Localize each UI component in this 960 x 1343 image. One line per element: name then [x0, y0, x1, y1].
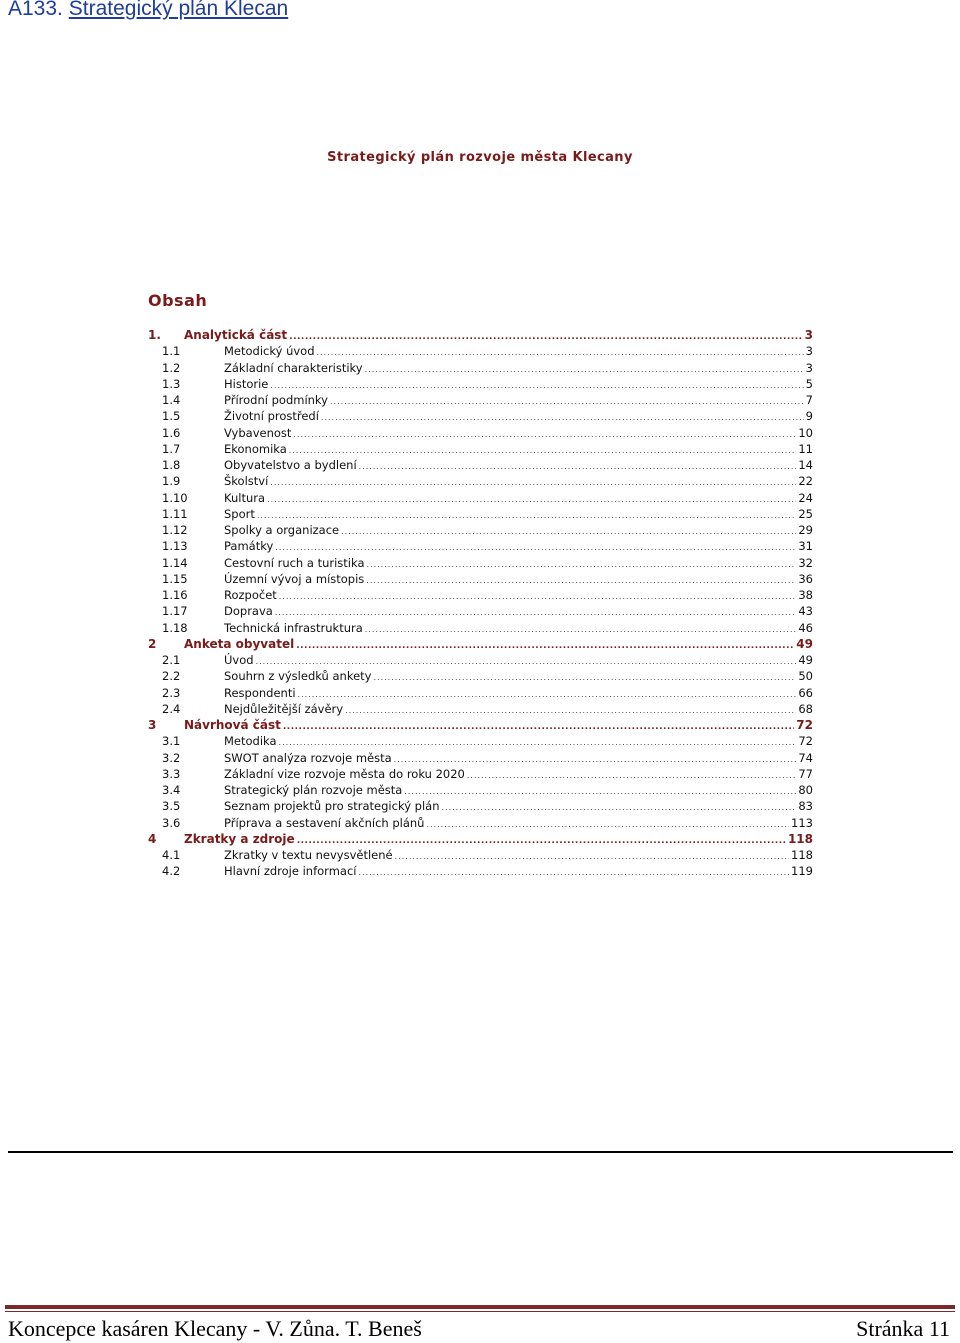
- toc-entry-label: Vybavenost: [224, 425, 292, 440]
- toc-entry-number: 3.2: [162, 750, 181, 765]
- toc-entry-page: 3: [804, 328, 813, 342]
- toc-section-row[interactable]: [148, 603, 813, 619]
- toc-leader-dots: [358, 865, 789, 881]
- toc-leader-dots: [426, 817, 789, 833]
- toc-entry-label: Památky: [224, 539, 274, 554]
- toc-entry-number: 1.10: [162, 490, 188, 505]
- toc-entry-number: 1.6: [162, 425, 181, 440]
- toc-entry-page: 22: [798, 474, 813, 489]
- toc-section-row[interactable]: [148, 798, 813, 814]
- toc-entry-number: 1.15: [162, 571, 188, 586]
- toc-entry-number: 1.13: [162, 539, 188, 554]
- toc-entry-label: Doprava: [224, 604, 273, 619]
- toc-leader-dots: [321, 410, 804, 426]
- toc-section-row[interactable]: [148, 847, 813, 863]
- document-title: Strategický plán rozvoje města Klecany: [327, 150, 633, 165]
- toc-leader-dots: [442, 800, 797, 816]
- toc-entry-number: 1.9: [162, 474, 181, 489]
- footer-rule: [8, 1151, 953, 1153]
- toc-entry-number: 1.11: [162, 506, 188, 521]
- toc-leader-dots: [270, 475, 796, 491]
- toc-leader-dots: [365, 622, 797, 638]
- toc-entry-page: 80: [798, 783, 813, 797]
- toc-entry-page: 31: [798, 539, 813, 554]
- toc-entry-page: 25: [798, 506, 813, 521]
- toc-section-row[interactable]: [148, 555, 813, 571]
- toc-section-row[interactable]: [148, 522, 813, 538]
- toc-entry-page: 66: [798, 685, 813, 700]
- header-title: Strategický plán Klecan: [68, 0, 289, 20]
- toc-section-row[interactable]: [148, 571, 813, 587]
- toc-entry-page: 9: [805, 409, 813, 424]
- toc-entry-page: 118: [791, 848, 813, 862]
- toc-leader-dots: [341, 524, 796, 540]
- toc-heading: Obsah: [148, 291, 208, 310]
- page-number: Stránka 11: [856, 1316, 950, 1341]
- toc-entry-label: Seznam projektů pro strategický plán: [224, 799, 440, 814]
- footer-band-thin: [5, 1311, 955, 1312]
- toc-entry-page: 36: [798, 571, 813, 586]
- toc-leader-dots: [289, 329, 802, 345]
- page-header: [8, 0, 288, 21]
- toc-section-row[interactable]: [148, 408, 813, 424]
- toc-entry-number: 2.4: [162, 701, 181, 716]
- toc-section-row[interactable]: [148, 750, 813, 766]
- toc-entry-label: Rozpočet: [224, 588, 277, 602]
- toc-leader-dots: [317, 345, 804, 361]
- toc-leader-dots: [270, 378, 803, 394]
- toc-section-row[interactable]: [148, 652, 813, 668]
- toc-leader-dots: [467, 768, 797, 784]
- toc-entry-page: 38: [798, 588, 813, 602]
- toc-entry-number: 2.2: [162, 669, 181, 684]
- toc-entry-label: Úvod: [224, 653, 254, 667]
- toc-leader-dots: [289, 443, 797, 459]
- toc-entry-page: 11: [798, 441, 813, 456]
- toc-section-row[interactable]: [148, 490, 813, 506]
- toc-entry-label: Kultura: [224, 490, 266, 505]
- toc-leader-dots: [395, 849, 789, 865]
- toc-entry-label: Metodika: [224, 734, 277, 749]
- toc-entry-label: Životní prostředí: [224, 409, 319, 424]
- header-code: A133.: [8, 0, 63, 20]
- toc-entry-page: 3: [805, 360, 813, 375]
- toc-entry-page: 24: [798, 490, 813, 505]
- toc-entry-number: 3.6: [162, 815, 181, 830]
- footer-text: Koncepce kasáren Klecany - V. Zůna. T. Beneš: [8, 1316, 422, 1341]
- toc-chapter-row[interactable]: [148, 717, 813, 733]
- toc-entry-label: Sport: [224, 506, 255, 521]
- toc-section-row[interactable]: [148, 425, 813, 441]
- toc-chapter-row[interactable]: [148, 327, 813, 343]
- toc-section-row[interactable]: [148, 457, 813, 473]
- toc-entry-page: 74: [798, 750, 813, 765]
- toc-entry-page: 7: [805, 393, 813, 407]
- toc-leader-dots: [283, 719, 794, 735]
- toc-section-row[interactable]: [148, 766, 813, 782]
- toc-entry-number: 1.8: [162, 458, 181, 472]
- toc-entry-page: 50: [798, 669, 813, 684]
- toc-entry-label: Anketa obyvatel: [184, 636, 295, 651]
- toc-entry-label: Nejdůležitější závěry: [224, 701, 344, 716]
- toc-section-row[interactable]: [148, 685, 813, 701]
- toc-section-row[interactable]: [148, 506, 813, 522]
- toc-section-row[interactable]: [148, 668, 813, 684]
- toc-entry-label: Ekonomika: [224, 441, 287, 456]
- toc-entry-number: 4.2: [162, 864, 181, 879]
- toc-entry-page: 72: [798, 734, 813, 749]
- toc-leader-dots: [367, 557, 797, 573]
- toc-entry-label: Návrhová část: [184, 718, 281, 732]
- toc-entry-page: 49: [798, 653, 813, 667]
- toc-entry-number: 3: [148, 718, 157, 732]
- toc-section-row[interactable]: [148, 473, 813, 489]
- toc-section-row[interactable]: [148, 441, 813, 457]
- toc-entry-label: Respondenti: [224, 685, 296, 700]
- toc-entry-page: 32: [798, 555, 813, 570]
- toc-section-row[interactable]: [148, 815, 813, 831]
- toc-entry-label: Příprava a sestavení akčních plánů: [224, 815, 425, 830]
- toc-entry-page: 119: [791, 864, 813, 879]
- table-of-contents: [148, 327, 813, 880]
- toc-entry-number: 1.7: [162, 441, 181, 456]
- toc-entry-page: 14: [798, 458, 813, 472]
- toc-entry-page: 68: [798, 701, 813, 716]
- toc-entry-page: 113: [791, 815, 813, 830]
- toc-entry-number: 1.5: [162, 409, 181, 424]
- toc-entry-page: 83: [798, 799, 813, 814]
- toc-section-row[interactable]: [148, 360, 813, 376]
- toc-entry-page: 49: [796, 636, 813, 651]
- toc-entry-number: 1.17: [162, 604, 188, 619]
- toc-section-row[interactable]: [148, 587, 813, 603]
- toc-entry-page: 46: [798, 620, 813, 635]
- toc-entry-number: 2: [148, 636, 157, 651]
- toc-entry-number: 4.1: [162, 848, 181, 862]
- toc-section-row[interactable]: [148, 782, 813, 798]
- toc-entry-page: 43: [798, 604, 813, 619]
- toc-entry-label: Obyvatelstvo a bydlení: [224, 458, 357, 472]
- toc-entry-label: Územní vývoj a místopis: [224, 571, 365, 586]
- toc-entry-label: Historie: [224, 376, 269, 391]
- toc-entry-label: Školství: [224, 474, 269, 489]
- toc-section-row[interactable]: [148, 343, 813, 359]
- toc-entry-page: 118: [787, 831, 813, 846]
- toc-section-row[interactable]: [148, 376, 813, 392]
- toc-entry-number: 3.5: [162, 799, 181, 814]
- toc-entry-number: 3.4: [162, 783, 181, 797]
- toc-entry-page: 3: [805, 344, 813, 359]
- toc-entry-page: 72: [796, 718, 813, 732]
- toc-entry-label: SWOT analýza rozvoje města: [224, 750, 392, 765]
- toc-leader-dots: [373, 670, 796, 686]
- toc-entry-number: 1.3: [162, 376, 181, 391]
- toc-section-row[interactable]: [148, 733, 813, 749]
- toc-section-row[interactable]: [148, 620, 813, 636]
- toc-leader-dots: [298, 687, 797, 703]
- toc-leader-dots: [279, 589, 797, 605]
- toc-entry-label: Zkratky v textu nevysvětlené: [224, 848, 393, 862]
- toc-entry-label: Analytická část: [184, 328, 288, 342]
- toc-leader-dots: [404, 784, 796, 800]
- toc-entry-number: 3.3: [162, 766, 181, 781]
- toc-section-row[interactable]: [148, 538, 813, 554]
- toc-entry-label: Hlavní zdroje informací: [224, 864, 357, 879]
- toc-entry-label: Spolky a organizace: [224, 523, 340, 537]
- toc-entry-label: Technická infrastruktura: [224, 620, 363, 635]
- toc-leader-dots: [267, 492, 796, 508]
- toc-entry-page: 10: [798, 425, 813, 440]
- toc-entry-label: Zkratky a zdroje: [184, 831, 295, 846]
- toc-entry-label: Cestovní ruch a turistika: [224, 555, 365, 570]
- toc-entry-number: 1.12: [162, 523, 188, 537]
- toc-entry-label: Základní vize rozvoje města do roku 2020: [224, 766, 465, 781]
- toc-entry-number: 4: [148, 831, 157, 846]
- toc-entry-page: 29: [798, 523, 813, 537]
- toc-section-row[interactable]: [148, 701, 813, 717]
- toc-leader-dots: [359, 459, 797, 475]
- toc-entry-page: 5: [805, 376, 813, 391]
- toc-entry-number: 1.: [148, 328, 161, 342]
- toc-chapter-row[interactable]: [148, 636, 813, 652]
- toc-leader-dots: [365, 362, 804, 378]
- toc-section-row[interactable]: [148, 863, 813, 879]
- toc-entry-number: 1.14: [162, 555, 188, 570]
- toc-leader-dots: [296, 638, 794, 654]
- toc-entry-label: Přírodní podmínky: [224, 393, 328, 407]
- toc-entry-number: 1.16: [162, 588, 188, 602]
- toc-entry-number: 2.1: [162, 653, 181, 667]
- toc-leader-dots: [330, 394, 804, 410]
- toc-entry-number: 2.3: [162, 685, 181, 700]
- toc-entry-number: 1.1: [162, 344, 181, 359]
- toc-entry-label: Metodický úvod: [224, 344, 315, 359]
- toc-chapter-row[interactable]: [148, 831, 813, 847]
- toc-entry-number: 3.1: [162, 734, 181, 749]
- toc-entry-number: 1.18: [162, 620, 188, 635]
- toc-entry-number: 1.2: [162, 360, 181, 375]
- toc-entry-page: 77: [798, 766, 813, 781]
- toc-leader-dots: [293, 427, 796, 443]
- toc-section-row[interactable]: [148, 392, 813, 408]
- toc-leader-dots: [345, 703, 796, 719]
- toc-entry-label: Souhrn z výsledků ankety: [224, 669, 372, 684]
- toc-entry-label: Základní charakteristiky: [224, 360, 363, 375]
- toc-entry-number: 1.4: [162, 393, 181, 407]
- toc-leader-dots: [366, 573, 796, 589]
- toc-entry-label: Strategický plán rozvoje města: [224, 783, 403, 797]
- footer-band: [5, 1305, 955, 1309]
